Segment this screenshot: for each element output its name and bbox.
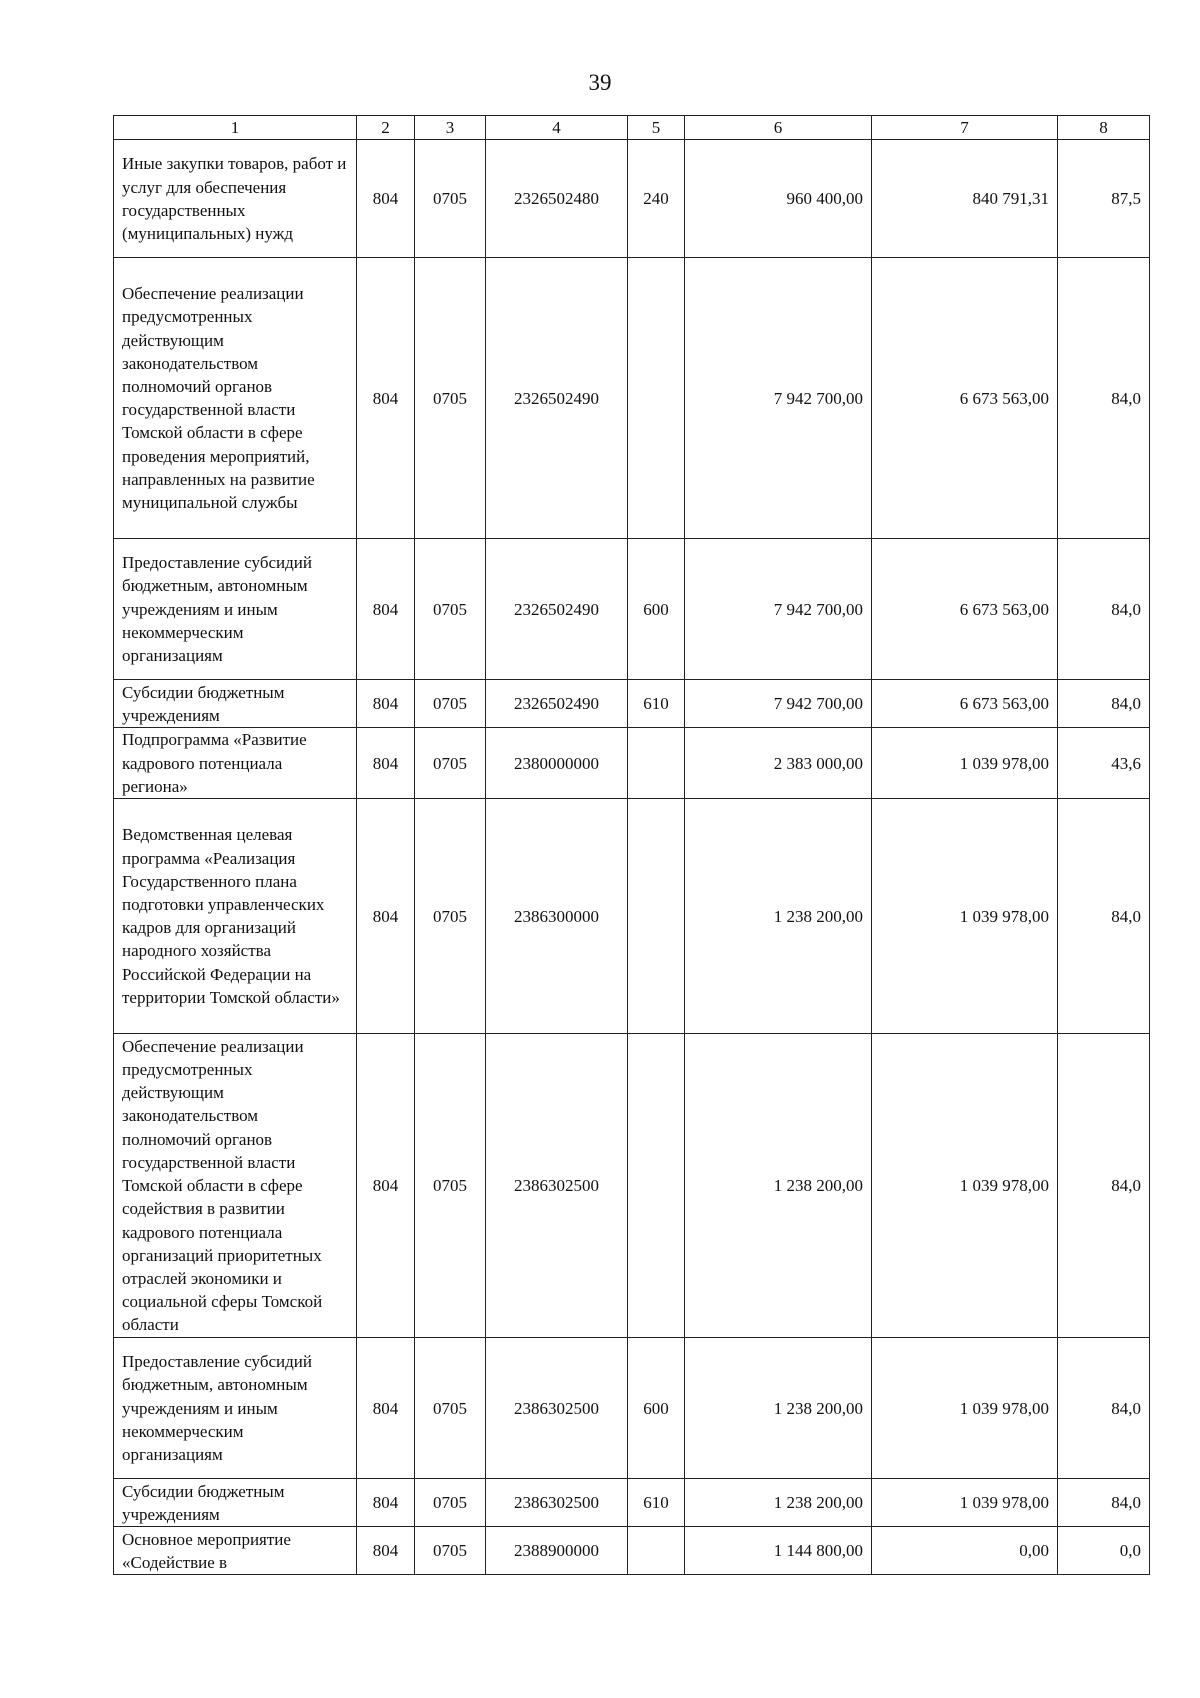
table-row (114, 140, 1150, 258)
row-ved: 804 (357, 539, 415, 680)
row-vr: 610 (628, 680, 685, 728)
row-csr: 2326502490 (486, 539, 628, 680)
row-name: Предоставление субсидий бюджетным, автономным учреждениям и иным некоммерческим организациям (114, 539, 357, 680)
header-cell-4: 4 (486, 116, 628, 140)
header-cell-5: 5 (628, 116, 685, 140)
row-ved: 804 (357, 1479, 415, 1527)
row-pct: 84,0 (1058, 1479, 1150, 1527)
page-number: 39 (588, 70, 612, 95)
header-cell-3: 3 (415, 116, 486, 140)
row-fact: 6 673 563,00 (872, 539, 1058, 680)
row-name: Предоставление субсидий бюджетным, автономным учреждениям и иным некоммерческим организациям (114, 1338, 357, 1479)
row-csr: 2386302500 (486, 1479, 628, 1527)
row-fact: 0,00 (872, 1527, 1058, 1575)
row-csr: 2326502480 (486, 140, 628, 258)
row-fact: 1 039 978,00 (872, 799, 1058, 1034)
row-razdel: 0705 (415, 140, 486, 258)
table-row (114, 728, 1150, 799)
row-csr: 2326502490 (486, 258, 628, 539)
row-fact: 6 673 563,00 (872, 680, 1058, 728)
row-vr (628, 728, 685, 799)
table-row (114, 799, 1150, 1034)
row-ved: 804 (357, 728, 415, 799)
row-fact: 1 039 978,00 (872, 728, 1058, 799)
row-plan: 1 144 800,00 (685, 1527, 872, 1575)
row-pct: 84,0 (1058, 799, 1150, 1034)
row-razdel: 0705 (415, 1034, 486, 1338)
row-name: Субсидии бюджетным учреждениям (114, 1479, 357, 1527)
row-plan: 1 238 200,00 (685, 1479, 872, 1527)
table-body (114, 140, 1150, 1575)
header-cell-2: 2 (357, 116, 415, 140)
row-plan: 7 942 700,00 (685, 539, 872, 680)
row-csr: 2388900000 (486, 1527, 628, 1575)
row-name: Основное мероприятие «Содействие в (114, 1527, 357, 1575)
row-ved: 804 (357, 258, 415, 539)
row-fact: 1 039 978,00 (872, 1479, 1058, 1527)
row-pct: 43,6 (1058, 728, 1150, 799)
row-plan: 960 400,00 (685, 140, 872, 258)
row-ved: 804 (357, 1527, 415, 1575)
row-razdel: 0705 (415, 799, 486, 1034)
row-fact: 1 039 978,00 (872, 1034, 1058, 1338)
table-header (114, 116, 1150, 140)
row-ved: 804 (357, 799, 415, 1034)
row-razdel: 0705 (415, 539, 486, 680)
row-plan: 1 238 200,00 (685, 1338, 872, 1479)
row-ved: 804 (357, 680, 415, 728)
row-vr: 610 (628, 1479, 685, 1527)
budget-table (113, 115, 1150, 1575)
row-vr (628, 258, 685, 539)
row-plan: 1 238 200,00 (685, 1034, 872, 1338)
row-razdel: 0705 (415, 1338, 486, 1479)
row-razdel: 0705 (415, 1527, 486, 1575)
row-vr: 600 (628, 1338, 685, 1479)
header-row (114, 116, 1150, 140)
row-name: Субсидии бюджетным учреждениям (114, 680, 357, 728)
row-csr: 2326502490 (486, 680, 628, 728)
row-csr: 2386300000 (486, 799, 628, 1034)
row-pct: 84,0 (1058, 1034, 1150, 1338)
row-plan: 7 942 700,00 (685, 680, 872, 728)
row-name: Иные закупки товаров, работ и услуг для обеспечения государственных (муниципальных) нужд (114, 140, 357, 258)
row-plan: 2 383 000,00 (685, 728, 872, 799)
table-row (114, 1527, 1150, 1575)
header-cell-1: 1 (114, 116, 357, 140)
row-name: Подпрограмма «Развитие кадрового потенциала региона» (114, 728, 357, 799)
row-vr (628, 1527, 685, 1575)
row-pct: 84,0 (1058, 539, 1150, 680)
row-fact: 1 039 978,00 (872, 1338, 1058, 1479)
table-row (114, 1338, 1150, 1479)
row-vr (628, 799, 685, 1034)
table-row (114, 680, 1150, 728)
row-csr: 2386302500 (486, 1338, 628, 1479)
row-vr: 600 (628, 539, 685, 680)
row-vr (628, 1034, 685, 1338)
row-csr: 2386302500 (486, 1034, 628, 1338)
row-fact: 6 673 563,00 (872, 258, 1058, 539)
row-vr: 240 (628, 140, 685, 258)
row-fact: 840 791,31 (872, 140, 1058, 258)
row-pct: 84,0 (1058, 1338, 1150, 1479)
row-name: Ведомственная целевая программа «Реализация Государственного плана подготовки управленческих кадров для организаций народного хозяйства Российской Федерации на территории Томской области» (114, 799, 357, 1034)
row-razdel: 0705 (415, 680, 486, 728)
row-razdel: 0705 (415, 728, 486, 799)
table-row (114, 1479, 1150, 1527)
row-csr: 2380000000 (486, 728, 628, 799)
table-row (114, 1034, 1150, 1338)
row-pct: 84,0 (1058, 258, 1150, 539)
row-pct: 87,5 (1058, 140, 1150, 258)
row-razdel: 0705 (415, 258, 486, 539)
header-cell-8: 8 (1058, 116, 1150, 140)
row-plan: 7 942 700,00 (685, 258, 872, 539)
table-row (114, 539, 1150, 680)
row-pct: 0,0 (1058, 1527, 1150, 1575)
row-ved: 804 (357, 140, 415, 258)
table-row (114, 258, 1150, 539)
row-name: Обеспечение реализации предусмотренных действующим законодательством полномочий органов государственной власти Томской области в сфере содействия в развитии кадрового потенциала организаций приоритетных отраслей экономики и социальной сферы Томской области (114, 1034, 357, 1338)
header-cell-7: 7 (872, 116, 1058, 140)
header-cell-6: 6 (685, 116, 872, 140)
row-plan: 1 238 200,00 (685, 799, 872, 1034)
row-ved: 804 (357, 1338, 415, 1479)
row-pct: 84,0 (1058, 680, 1150, 728)
row-razdel: 0705 (415, 1479, 486, 1527)
row-ved: 804 (357, 1034, 415, 1338)
row-name: Обеспечение реализации предусмотренных действующим законодательством полномочий органов государственной власти Томской области в сфере проведения мероприятий, направленных на развитие муниципальной службы (114, 258, 357, 539)
